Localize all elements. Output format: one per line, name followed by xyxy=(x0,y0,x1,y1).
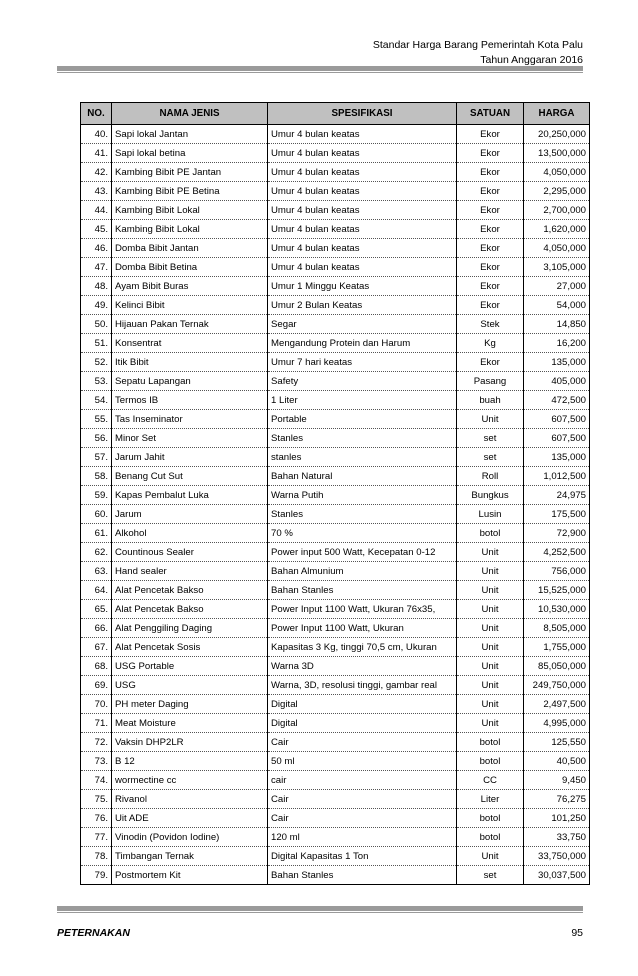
cell-harga: 24,975 xyxy=(524,486,590,505)
cell-nama: B 12 xyxy=(112,752,268,771)
cell-satuan: Liter xyxy=(457,790,524,809)
cell-satuan: Unit xyxy=(457,410,524,429)
column-header-spesifikasi: SPESIFIKASI xyxy=(268,103,457,125)
cell-satuan: botol xyxy=(457,752,524,771)
cell-nama: Kambing Bibit Lokal xyxy=(112,201,268,220)
cell-spesifikasi: Stanles xyxy=(268,505,457,524)
cell-harga: 175,500 xyxy=(524,505,590,524)
cell-no: 41. xyxy=(81,144,112,163)
cell-spesifikasi: Bahan Natural xyxy=(268,467,457,486)
table-row xyxy=(81,676,590,695)
cell-spesifikasi: Bahan Stanles xyxy=(268,866,457,885)
cell-no: 54. xyxy=(81,391,112,410)
cell-satuan: Bungkus xyxy=(457,486,524,505)
table-row xyxy=(81,353,590,372)
cell-harga: 135,000 xyxy=(524,353,590,372)
cell-no: 47. xyxy=(81,258,112,277)
table-row xyxy=(81,714,590,733)
cell-satuan: Ekor xyxy=(457,182,524,201)
cell-harga: 10,530,000 xyxy=(524,600,590,619)
cell-nama: Kambing Bibit Lokal xyxy=(112,220,268,239)
footer-divider-thin xyxy=(57,912,583,913)
cell-nama: Timbangan Ternak xyxy=(112,847,268,866)
cell-harga: 9,450 xyxy=(524,771,590,790)
cell-satuan: Pasang xyxy=(457,372,524,391)
cell-spesifikasi: Portable xyxy=(268,410,457,429)
cell-satuan: Unit xyxy=(457,562,524,581)
cell-spesifikasi: Umur 1 Minggu Keatas xyxy=(268,277,457,296)
cell-nama: Sapi lokal betina xyxy=(112,144,268,163)
table-row xyxy=(81,752,590,771)
cell-nama: Jarum Jahit xyxy=(112,448,268,467)
cell-satuan: Ekor xyxy=(457,353,524,372)
table-row xyxy=(81,201,590,220)
table-row xyxy=(81,581,590,600)
cell-no: 74. xyxy=(81,771,112,790)
cell-harga: 4,050,000 xyxy=(524,239,590,258)
cell-no: 78. xyxy=(81,847,112,866)
cell-harga: 1,620,000 xyxy=(524,220,590,239)
cell-no: 51. xyxy=(81,334,112,353)
page-number: 95 xyxy=(571,927,583,939)
cell-no: 76. xyxy=(81,809,112,828)
cell-satuan: botol xyxy=(457,733,524,752)
cell-satuan: set xyxy=(457,866,524,885)
cell-harga: 2,497,500 xyxy=(524,695,590,714)
cell-harga: 2,700,000 xyxy=(524,201,590,220)
cell-spesifikasi: 120 ml xyxy=(268,828,457,847)
cell-spesifikasi: Umur 4 bulan keatas xyxy=(268,163,457,182)
cell-spesifikasi: Bahan Stanles xyxy=(268,581,457,600)
table-row xyxy=(81,790,590,809)
cell-no: 45. xyxy=(81,220,112,239)
cell-nama: wormectine cc xyxy=(112,771,268,790)
cell-nama: Vinodin (Povidon Iodine) xyxy=(112,828,268,847)
table-row xyxy=(81,467,590,486)
cell-nama: Kelinci Bibit xyxy=(112,296,268,315)
table-row xyxy=(81,695,590,714)
cell-harga: 40,500 xyxy=(524,752,590,771)
cell-nama: Kambing Bibit PE Jantan xyxy=(112,163,268,182)
cell-spesifikasi: Bahan Almunium xyxy=(268,562,457,581)
cell-nama: Domba Bibit Betina xyxy=(112,258,268,277)
cell-no: 50. xyxy=(81,315,112,334)
table-row xyxy=(81,486,590,505)
cell-no: 71. xyxy=(81,714,112,733)
cell-harga: 125,550 xyxy=(524,733,590,752)
table-body xyxy=(81,125,590,885)
cell-satuan: botol xyxy=(457,524,524,543)
cell-nama: Hijauan Pakan Ternak xyxy=(112,315,268,334)
cell-satuan: Unit xyxy=(457,657,524,676)
cell-satuan: Unit xyxy=(457,619,524,638)
cell-spesifikasi: Umur 2 Bulan Keatas xyxy=(268,296,457,315)
table-row xyxy=(81,809,590,828)
cell-satuan: Unit xyxy=(457,581,524,600)
table-row xyxy=(81,429,590,448)
cell-spesifikasi: Umur 4 bulan keatas xyxy=(268,182,457,201)
cell-nama: Jarum xyxy=(112,505,268,524)
table-row xyxy=(81,144,590,163)
cell-harga: 15,525,000 xyxy=(524,581,590,600)
cell-harga: 16,200 xyxy=(524,334,590,353)
cell-nama: USG xyxy=(112,676,268,695)
cell-satuan: Ekor xyxy=(457,201,524,220)
cell-no: 69. xyxy=(81,676,112,695)
cell-satuan: Lusin xyxy=(457,505,524,524)
cell-spesifikasi: Safety xyxy=(268,372,457,391)
cell-nama: Vaksin DHP2LR xyxy=(112,733,268,752)
cell-harga: 33,750,000 xyxy=(524,847,590,866)
cell-harga: 3,105,000 xyxy=(524,258,590,277)
cell-nama: USG Portable xyxy=(112,657,268,676)
cell-no: 53. xyxy=(81,372,112,391)
footer-section-title: PETERNAKAN xyxy=(57,927,130,939)
cell-no: 42. xyxy=(81,163,112,182)
table-row xyxy=(81,296,590,315)
cell-nama: Alat Pencetak Sosis xyxy=(112,638,268,657)
header-divider-thin xyxy=(57,72,583,73)
cell-nama: Domba Bibit Jantan xyxy=(112,239,268,258)
table-row xyxy=(81,258,590,277)
cell-no: 75. xyxy=(81,790,112,809)
table-row xyxy=(81,828,590,847)
cell-no: 66. xyxy=(81,619,112,638)
cell-no: 48. xyxy=(81,277,112,296)
cell-satuan: Ekor xyxy=(457,220,524,239)
cell-no: 64. xyxy=(81,581,112,600)
cell-harga: 2,295,000 xyxy=(524,182,590,201)
cell-satuan: Ekor xyxy=(457,163,524,182)
cell-spesifikasi: 70 % xyxy=(268,524,457,543)
cell-spesifikasi: Segar xyxy=(268,315,457,334)
cell-no: 79. xyxy=(81,866,112,885)
cell-spesifikasi: Cair xyxy=(268,733,457,752)
cell-harga: 472,500 xyxy=(524,391,590,410)
cell-harga: 4,252,500 xyxy=(524,543,590,562)
table-row xyxy=(81,315,590,334)
table-row xyxy=(81,847,590,866)
cell-spesifikasi: Kapasitas 3 Kg, tinggi 70,5 cm, Ukuran xyxy=(268,638,457,657)
cell-spesifikasi: Stanles xyxy=(268,429,457,448)
cell-nama: PH meter Daging xyxy=(112,695,268,714)
cell-harga: 27,000 xyxy=(524,277,590,296)
table-row xyxy=(81,220,590,239)
cell-spesifikasi: cair xyxy=(268,771,457,790)
cell-harga: 135,000 xyxy=(524,448,590,467)
cell-satuan: Ekor xyxy=(457,258,524,277)
cell-no: 55. xyxy=(81,410,112,429)
column-header-nama: NAMA JENIS xyxy=(112,103,268,125)
cell-nama: Konsentrat xyxy=(112,334,268,353)
cell-harga: 607,500 xyxy=(524,410,590,429)
cell-harga: 30,037,500 xyxy=(524,866,590,885)
table-row xyxy=(81,733,590,752)
cell-harga: 13,500,000 xyxy=(524,144,590,163)
cell-satuan: Ekor xyxy=(457,125,524,144)
cell-no: 72. xyxy=(81,733,112,752)
cell-no: 67. xyxy=(81,638,112,657)
table-row xyxy=(81,771,590,790)
cell-nama: Benang Cut Sut xyxy=(112,467,268,486)
cell-spesifikasi: Power input 500 Watt, Kecepatan 0-12 xyxy=(268,543,457,562)
cell-spesifikasi: Digital xyxy=(268,714,457,733)
cell-no: 56. xyxy=(81,429,112,448)
column-header-harga: HARGA xyxy=(524,103,590,125)
cell-no: 63. xyxy=(81,562,112,581)
cell-nama: Itik Bibit xyxy=(112,353,268,372)
cell-spesifikasi: Cair xyxy=(268,809,457,828)
cell-no: 77. xyxy=(81,828,112,847)
cell-harga: 72,900 xyxy=(524,524,590,543)
cell-satuan: Unit xyxy=(457,638,524,657)
cell-nama: Sapi lokal Jantan xyxy=(112,125,268,144)
table-row xyxy=(81,543,590,562)
table-row xyxy=(81,638,590,657)
cell-nama: Uit ADE xyxy=(112,809,268,828)
cell-satuan: Ekor xyxy=(457,296,524,315)
cell-harga: 76,275 xyxy=(524,790,590,809)
cell-satuan: buah xyxy=(457,391,524,410)
cell-no: 59. xyxy=(81,486,112,505)
cell-nama: Alkohol xyxy=(112,524,268,543)
price-table xyxy=(80,102,590,885)
footer-divider xyxy=(57,906,583,911)
header-year: Tahun Anggaran 2016 xyxy=(480,54,583,66)
cell-nama: Rivanol xyxy=(112,790,268,809)
cell-nama: Meat Moisture xyxy=(112,714,268,733)
cell-harga: 54,000 xyxy=(524,296,590,315)
cell-harga: 756,000 xyxy=(524,562,590,581)
cell-nama: Alat Pencetak Bakso xyxy=(112,600,268,619)
cell-nama: Minor Set xyxy=(112,429,268,448)
cell-no: 73. xyxy=(81,752,112,771)
cell-satuan: Unit xyxy=(457,676,524,695)
cell-spesifikasi: Umur 4 bulan keatas xyxy=(268,125,457,144)
header-title: Standar Harga Barang Pemerintah Kota Palu xyxy=(372,39,583,51)
table-row xyxy=(81,125,590,144)
cell-nama: Ayam Bibit Buras xyxy=(112,277,268,296)
cell-satuan: Ekor xyxy=(457,144,524,163)
cell-satuan: botol xyxy=(457,828,524,847)
table-row xyxy=(81,410,590,429)
cell-satuan: CC xyxy=(457,771,524,790)
cell-nama: Termos IB xyxy=(112,391,268,410)
cell-satuan: set xyxy=(457,429,524,448)
header-divider xyxy=(57,66,583,71)
cell-satuan: Unit xyxy=(457,714,524,733)
cell-satuan: Unit xyxy=(457,600,524,619)
cell-nama: Alat Penggiling Daging xyxy=(112,619,268,638)
cell-nama: Kapas Pembalut Luka xyxy=(112,486,268,505)
table-row xyxy=(81,334,590,353)
cell-no: 43. xyxy=(81,182,112,201)
column-header-satuan: SATUAN xyxy=(457,103,524,125)
cell-no: 62. xyxy=(81,543,112,562)
cell-satuan: Ekor xyxy=(457,277,524,296)
cell-satuan: Roll xyxy=(457,467,524,486)
cell-spesifikasi: Umur 4 bulan keatas xyxy=(268,239,457,258)
cell-spesifikasi: Digital Kapasitas 1 Ton xyxy=(268,847,457,866)
cell-harga: 249,750,000 xyxy=(524,676,590,695)
cell-satuan: Unit xyxy=(457,543,524,562)
cell-spesifikasi: Umur 4 bulan keatas xyxy=(268,220,457,239)
table-row xyxy=(81,600,590,619)
cell-satuan: set xyxy=(457,448,524,467)
cell-nama: Countinous Sealer xyxy=(112,543,268,562)
cell-harga: 1,755,000 xyxy=(524,638,590,657)
cell-harga: 85,050,000 xyxy=(524,657,590,676)
cell-spesifikasi: Power Input 1100 Watt, Ukuran xyxy=(268,619,457,638)
cell-spesifikasi: Umur 4 bulan keatas xyxy=(268,201,457,220)
cell-spesifikasi: 50 ml xyxy=(268,752,457,771)
table-row xyxy=(81,239,590,258)
cell-spesifikasi: stanles xyxy=(268,448,457,467)
cell-no: 65. xyxy=(81,600,112,619)
cell-no: 49. xyxy=(81,296,112,315)
table-row xyxy=(81,657,590,676)
cell-no: 70. xyxy=(81,695,112,714)
cell-no: 58. xyxy=(81,467,112,486)
cell-no: 68. xyxy=(81,657,112,676)
cell-spesifikasi: Umur 4 bulan keatas xyxy=(268,144,457,163)
cell-satuan: Stek xyxy=(457,315,524,334)
cell-harga: 607,500 xyxy=(524,429,590,448)
cell-nama: Sepatu Lapangan xyxy=(112,372,268,391)
cell-harga: 14,850 xyxy=(524,315,590,334)
cell-no: 52. xyxy=(81,353,112,372)
cell-harga: 1,012,500 xyxy=(524,467,590,486)
column-header-no: NO. xyxy=(81,103,112,125)
cell-spesifikasi: Cair xyxy=(268,790,457,809)
cell-spesifikasi: Warna Putih xyxy=(268,486,457,505)
table-row xyxy=(81,277,590,296)
cell-nama: Alat Pencetak Bakso xyxy=(112,581,268,600)
cell-satuan: Kg xyxy=(457,334,524,353)
cell-spesifikasi: 1 Liter xyxy=(268,391,457,410)
cell-spesifikasi: Umur 4 bulan keatas xyxy=(268,258,457,277)
table-row xyxy=(81,866,590,885)
cell-no: 46. xyxy=(81,239,112,258)
table-row xyxy=(81,505,590,524)
cell-no: 60. xyxy=(81,505,112,524)
table-row xyxy=(81,524,590,543)
cell-harga: 20,250,000 xyxy=(524,125,590,144)
cell-satuan: Unit xyxy=(457,695,524,714)
cell-harga: 8,505,000 xyxy=(524,619,590,638)
cell-harga: 33,750 xyxy=(524,828,590,847)
table-row xyxy=(81,182,590,201)
cell-spesifikasi: Umur 7 hari keatas xyxy=(268,353,457,372)
cell-no: 57. xyxy=(81,448,112,467)
table-header-row xyxy=(81,103,590,125)
page-header xyxy=(373,38,583,68)
table-row xyxy=(81,372,590,391)
table-row xyxy=(81,163,590,182)
cell-nama: Kambing Bibit PE Betina xyxy=(112,182,268,201)
cell-harga: 101,250 xyxy=(524,809,590,828)
table-row xyxy=(81,448,590,467)
cell-nama: Tas Inseminator xyxy=(112,410,268,429)
cell-harga: 4,050,000 xyxy=(524,163,590,182)
cell-spesifikasi: Power Input 1100 Watt, Ukuran 76x35, xyxy=(268,600,457,619)
cell-no: 61. xyxy=(81,524,112,543)
cell-satuan: Unit xyxy=(457,847,524,866)
cell-spesifikasi: Mengandung Protein dan Harum xyxy=(268,334,457,353)
cell-harga: 4,995,000 xyxy=(524,714,590,733)
cell-spesifikasi: Warna 3D xyxy=(268,657,457,676)
cell-satuan: Ekor xyxy=(457,239,524,258)
cell-satuan: botol xyxy=(457,809,524,828)
cell-spesifikasi: Digital xyxy=(268,695,457,714)
cell-harga: 405,000 xyxy=(524,372,590,391)
cell-spesifikasi: Warna, 3D, resolusi tinggi, gambar real xyxy=(268,676,457,695)
cell-no: 44. xyxy=(81,201,112,220)
cell-no: 40. xyxy=(81,125,112,144)
table-row xyxy=(81,391,590,410)
table-row xyxy=(81,619,590,638)
table-row xyxy=(81,562,590,581)
cell-nama: Postmortem Kit xyxy=(112,866,268,885)
cell-nama: Hand sealer xyxy=(112,562,268,581)
